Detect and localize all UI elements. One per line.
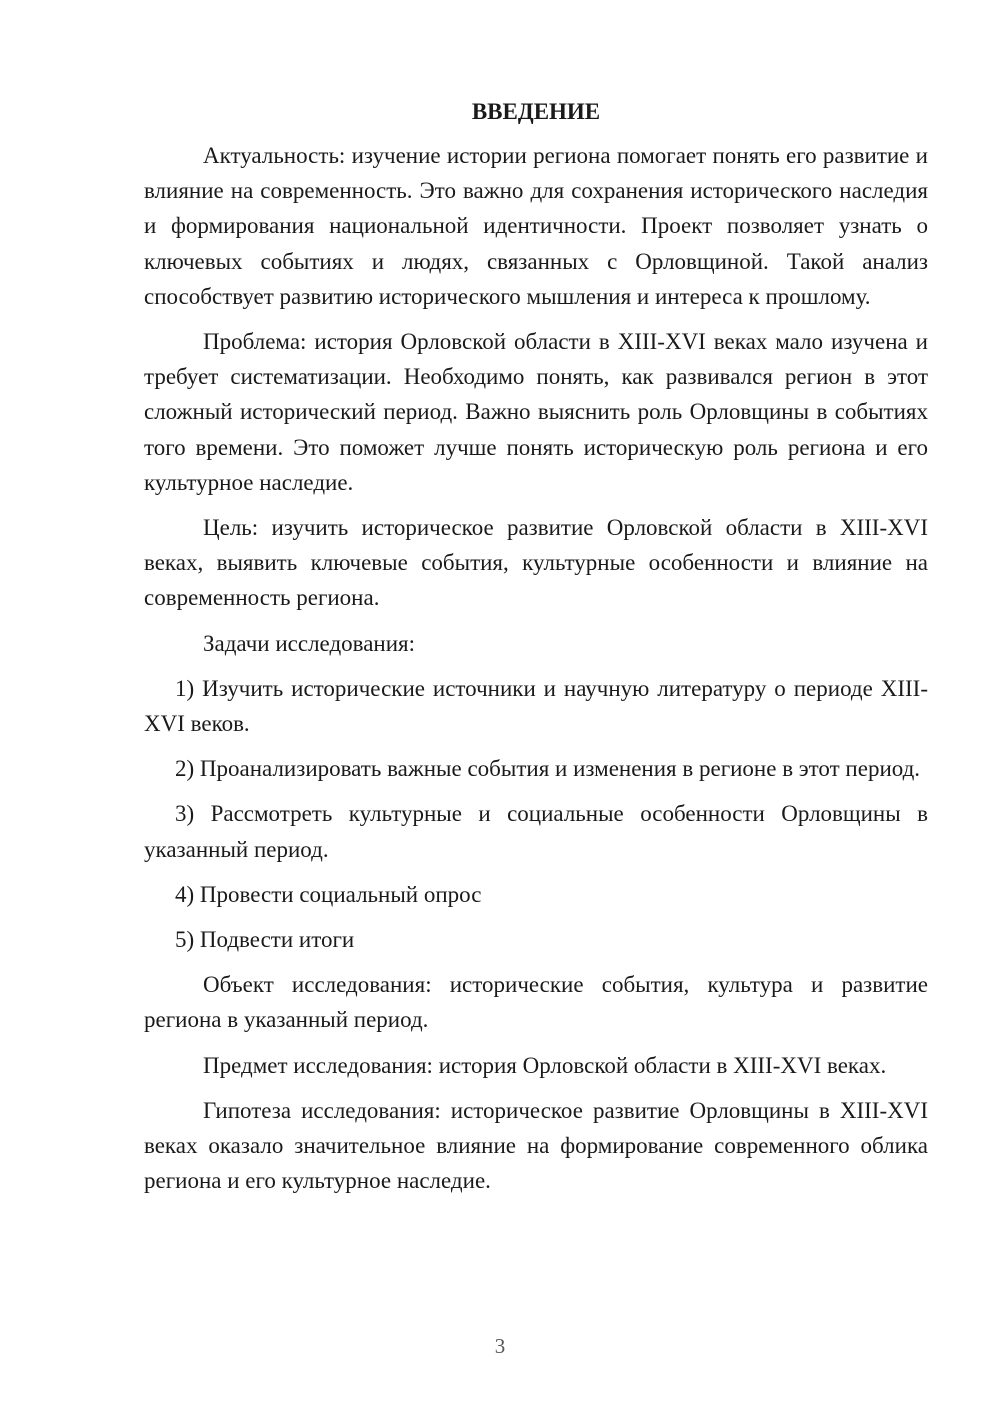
paragraph-hypothesis: Гипотеза исследования: историческое развитие Орловщины в XIII-XVI веках оказало значительное влияние на формирование современного облика региона и его культурное наследие. — [144, 1097, 928, 1194]
paragraph-goal: Цель: изучить историческое развитие Орловской области в XIII-XVI веках, выявить ключевые события, культурные особенности и влияние на современность региона. — [144, 515, 928, 611]
paragraph-tasks-title: Задачи исследования: — [203, 630, 416, 656]
paragraph-object: Объект исследования: исторические события, культура и развитие региона в указанный период. — [144, 972, 928, 1033]
section-heading: ВВЕДЕНИЕ — [471, 99, 601, 124]
page-number: 3 — [494, 1334, 506, 1358]
document-page — [144, 94, 928, 1208]
list-item: 1) Изучить исторические источники и научную литературу о периоде XIII-XVI веков. — [144, 675, 928, 737]
list-item: 2) Проанализировать важные события и изменения в регионе в этот период. — [175, 756, 921, 782]
paragraph-problem: Проблема: история Орловской области в XIII-XVI веках мало изучена и требует систематизации. Необходимо понять, как развивался регион в этот сложный исторический период. Важно выяснить роль Орловщины в событиях того времени. Это поможет лучше понять историческую роль региона и его культурное наследие. — [144, 329, 928, 495]
list-item: 5) Подвести итоги — [175, 927, 355, 953]
list-item: 3) Рассмотреть культурные и социальные особенности Орловщины в указанный период. — [144, 801, 928, 862]
paragraph-relevance: Актуальность: изучение истории региона помогает понять его развитие и влияние на современность. Это важно для сохранения исторического наследия и формирования национальной идентичности. Проект позволяет узнать о ключевых событиях и людях, связанных с Орловщиной. Такой анализ способствует развитию исторического мышления и интереса к прошлому. — [144, 143, 928, 309]
list-item: 4) Провести социальный опрос — [175, 881, 482, 907]
tasks-list — [144, 671, 928, 957]
paragraph-subject: Предмет исследования: история Орловской области в XIII-XVI веках. — [203, 1052, 887, 1078]
